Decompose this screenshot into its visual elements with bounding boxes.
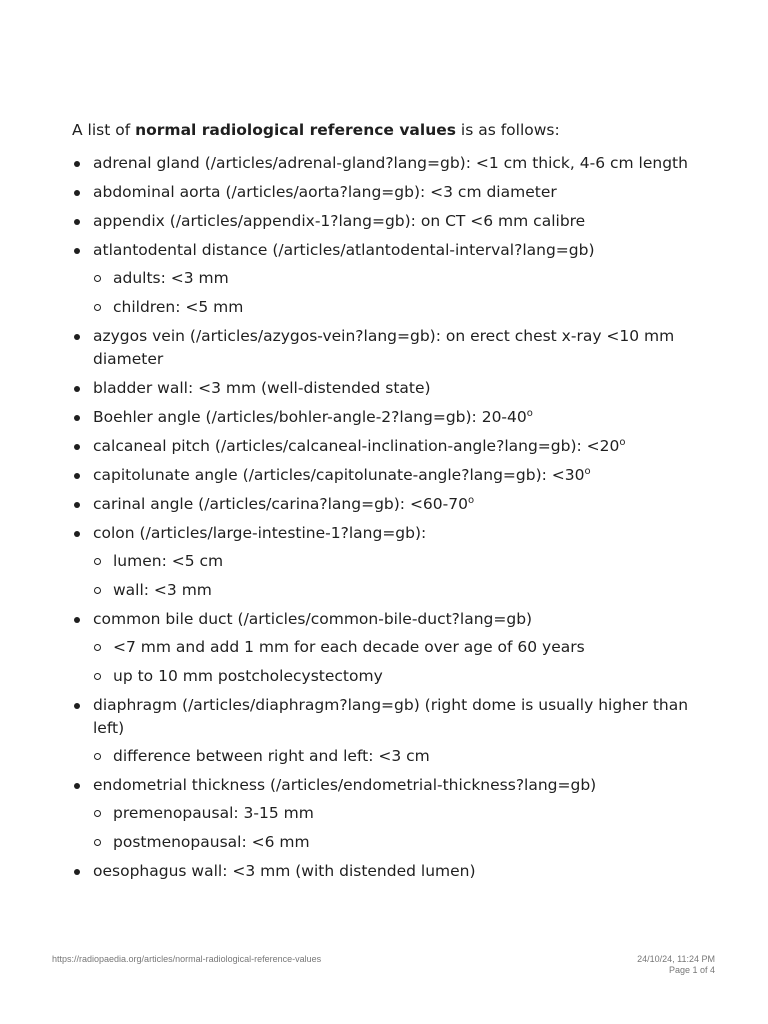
list-item [72, 377, 692, 400]
sub-list [93, 550, 692, 602]
hollow-bullet-icon [94, 673, 101, 680]
hollow-bullet-icon [94, 304, 101, 311]
bullet-icon [74, 783, 80, 789]
intro-prefix: A list of [72, 121, 136, 139]
sub-list-item [93, 745, 692, 768]
sub-list-item [93, 665, 692, 688]
degree-symbol: o [619, 437, 626, 448]
sub-list-item [93, 579, 692, 602]
list-item [72, 181, 692, 204]
degree-symbol: o [526, 408, 533, 419]
sub-list-item [93, 831, 692, 854]
list-item-text: atlantodental distance (/articles/atlantodental-interval?lang=gb) [93, 241, 595, 259]
bullet-icon [74, 190, 80, 196]
document-body [72, 118, 692, 889]
sub-list-item [93, 267, 692, 290]
list-item-text: colon (/articles/large-intestine-1?lang=gb): [93, 524, 427, 542]
sub-list [93, 267, 692, 319]
hollow-bullet-icon [94, 810, 101, 817]
list-item [72, 464, 692, 487]
list-item-text: oesophagus wall: <3 mm (with distended lumen) [93, 862, 476, 880]
bullet-icon [74, 161, 80, 167]
hollow-bullet-icon [94, 275, 101, 282]
list-item-text: capitolunate angle (/articles/capitolunate-angle?lang=gb): <30 [93, 466, 585, 484]
sub-list-item-text: children: <5 mm [113, 298, 244, 316]
list-item [72, 493, 692, 516]
list-item [72, 210, 692, 233]
footer-meta [637, 954, 715, 976]
bullet-icon [74, 617, 80, 623]
list-item [72, 774, 692, 854]
list-item-text: carinal angle (/articles/carina?lang=gb): <60-70 [93, 495, 468, 513]
sub-list-item-text: <7 mm and add 1 mm for each decade over age of 60 years [113, 638, 585, 656]
bullet-icon [74, 444, 80, 450]
list-item [72, 435, 692, 458]
list-item-text: azygos vein (/articles/azygos-vein?lang=gb): on erect chest x-ray <10 mm diameter [93, 327, 675, 368]
list-item-text: bladder wall: <3 mm (well-distended state) [93, 379, 431, 397]
list-item [72, 406, 692, 429]
sub-list-item-text: adults: <3 mm [113, 269, 229, 287]
list-item-text: appendix (/articles/appendix-1?lang=gb): on CT <6 mm calibre [93, 212, 586, 230]
list-item [72, 860, 692, 883]
hollow-bullet-icon [94, 587, 101, 594]
list-item [72, 325, 692, 371]
intro-bold-term: normal radiological reference values [135, 121, 456, 139]
list-item-text: diaphragm (/articles/diaphragm?lang=gb) (right dome is usually higher than left) [93, 696, 689, 737]
intro-paragraph [72, 118, 692, 142]
hollow-bullet-icon [94, 753, 101, 760]
list-item [72, 694, 692, 768]
list-item [72, 608, 692, 688]
list-item-text: abdominal aorta (/articles/aorta?lang=gb): <3 cm diameter [93, 183, 557, 201]
sub-list-item-text: difference between right and left: <3 cm [113, 747, 430, 765]
list-item-text: endometrial thickness (/articles/endometrial-thickness?lang=gb) [93, 776, 597, 794]
sub-list-item [93, 802, 692, 825]
bullet-icon [74, 473, 80, 479]
bullet-icon [74, 334, 80, 340]
sub-list-item [93, 296, 692, 319]
sub-list [93, 745, 692, 768]
bullet-icon [74, 531, 80, 537]
bullet-icon [74, 248, 80, 254]
sub-list [93, 636, 692, 688]
sub-list-item [93, 636, 692, 659]
footer-url: https://radiopaedia.org/articles/normal-radiological-reference-values [52, 954, 322, 964]
sub-list-item-text: lumen: <5 cm [113, 552, 224, 570]
footer-datetime: 24/10/24, 11:24 PM [637, 954, 715, 964]
reference-values-list [72, 152, 692, 883]
degree-symbol: o [584, 466, 591, 477]
sub-list-item-text: wall: <3 mm [113, 581, 212, 599]
list-item [72, 152, 692, 175]
hollow-bullet-icon [94, 644, 101, 651]
list-item-text: calcaneal pitch (/articles/calcaneal-inclination-angle?lang=gb): <20 [93, 437, 620, 455]
degree-symbol: o [467, 495, 475, 506]
sub-list-item [93, 550, 692, 573]
bullet-icon [74, 386, 80, 392]
bullet-icon [74, 703, 80, 709]
sub-list [93, 802, 692, 854]
bullet-icon [74, 415, 80, 421]
list-item [72, 522, 692, 602]
list-item-text: common bile duct (/articles/common-bile-duct?lang=gb) [93, 610, 533, 628]
sub-list-item-text: postmenopausal: <6 mm [113, 833, 310, 851]
footer-page-number: Page 1 of 4 [668, 965, 715, 975]
intro-suffix: is as follows: [455, 121, 560, 139]
bullet-icon [74, 502, 80, 508]
sub-list-item-text: premenopausal: 3-15 mm [113, 804, 314, 822]
list-item-text: adrenal gland (/articles/adrenal-gland?lang=gb): <1 cm thick, 4-6 cm length [93, 154, 688, 172]
sub-list-item-text: up to 10 mm postcholecystectomy [113, 667, 383, 685]
list-item [72, 239, 692, 319]
bullet-icon [74, 869, 80, 875]
bullet-icon [74, 219, 80, 225]
list-item-text: Boehler angle (/articles/bohler-angle-2?lang=gb): 20-40 [93, 408, 527, 426]
hollow-bullet-icon [94, 839, 101, 846]
hollow-bullet-icon [94, 558, 101, 565]
